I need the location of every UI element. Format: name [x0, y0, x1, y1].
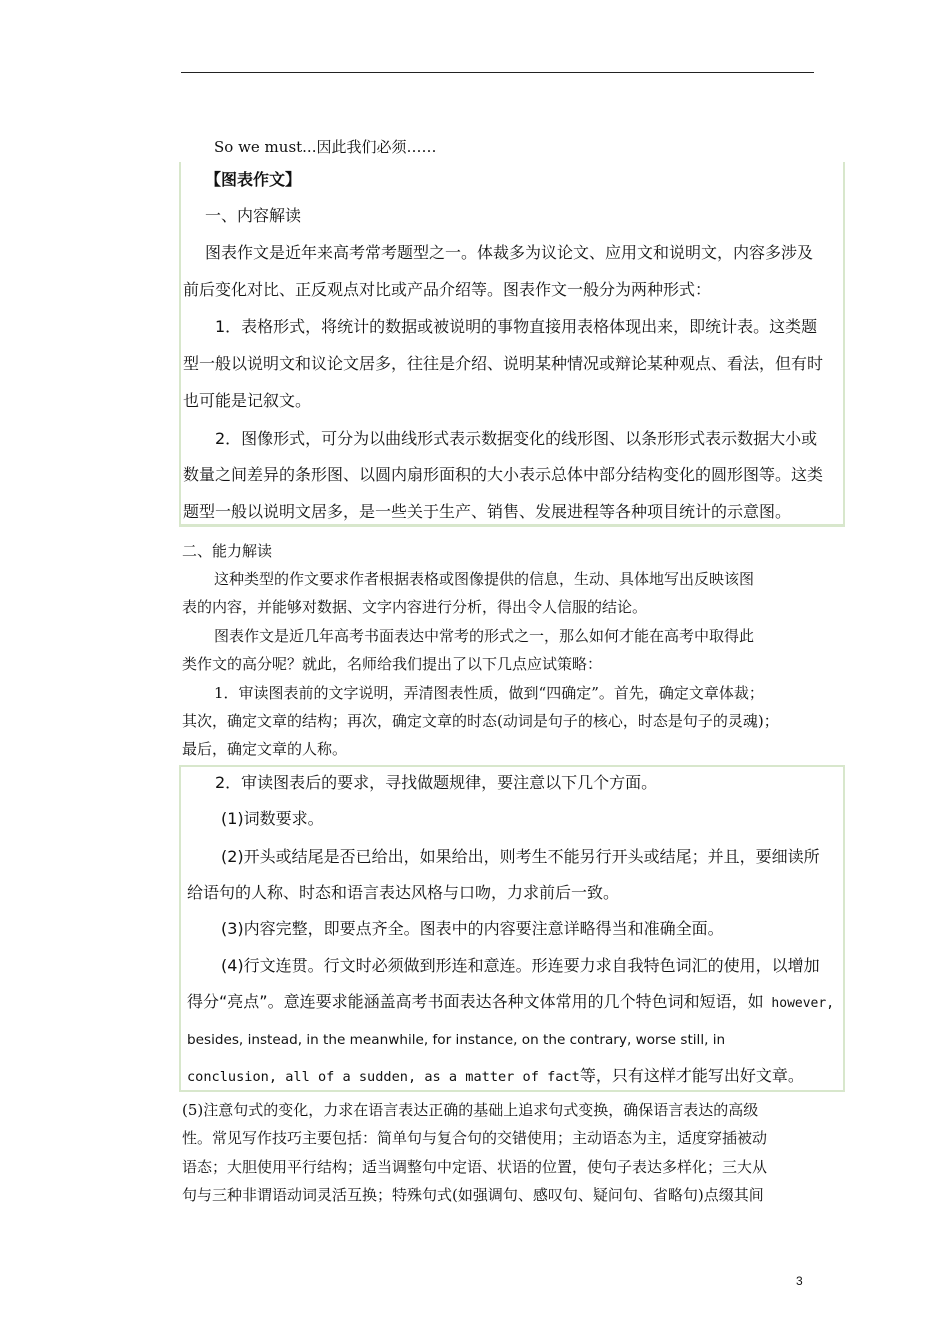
section2-heading: 二、能力解读 [182, 542, 273, 560]
section5-line: 语态；大胆使用平行结构；适当调整句中定语、状语的位置，使句子表达多样化；三大从 [182, 1158, 768, 1176]
box1-line: 型一般以说明文和议论文居多，往往是介绍、说明某种情况或辩论某种观点、看法，但有时 [183, 354, 824, 373]
page-number: 3 [796, 1274, 803, 1288]
box2-line-mixed [187, 1065, 843, 1088]
header-rule [181, 72, 814, 73]
section2-line: 1．审读图表前的文字说明，弄清图表性质，做到“四确定”。首先，确定文章体裁； [214, 684, 764, 702]
section5-line: (5)注意句式的变化，力求在语言表达正确的基础上追求句式变换，确保语言表达的高级 [182, 1101, 759, 1119]
section5-line: 句与三种非谓语动词灵活互换；特殊句式(如强调句、感叹句、疑问句、省略句)点缀其间 [182, 1186, 764, 1204]
box1-line: 2．图像形式，可分为以曲线形式表示数据变化的线形图、以条形形式表示数据大小或 [215, 429, 818, 448]
box1-line: 前后变化对比、正反观点对比或产品介绍等。图表作文一般分为两种形式： [183, 280, 712, 299]
box1-line: 数量之间差异的条形图、以圆内扇形面积的大小表示总体中部分结构变化的圆形图等。这类 [183, 465, 824, 484]
box2-line: (3)内容完整，即要点齐全。图表中的内容要注意详略得当和准确全面。 [221, 919, 724, 938]
content-box-2 [179, 765, 845, 1092]
box2-line-mixed [187, 991, 843, 1015]
content-box-1 [179, 162, 845, 527]
box2-line: (2)开头或结尾是否已给出，如果给出，则考生不能另行开头或结尾；并且，要细读所 [221, 847, 820, 866]
box2-line9-cn: 等，只有这样才能写出好文章。 [579, 1066, 804, 1085]
box2-line7-cn: 得分“亮点”。意连要求能涵盖高考书面表达各种文体常用的几个特色词和短语，如 [187, 992, 764, 1011]
section2-line: 表的内容，并能够对数据、文字内容进行分析，得出令人信服的结论。 [182, 598, 648, 616]
section2-line: 最后，确定文章的人称。 [182, 740, 348, 758]
box1-title: 【图表作文】 [205, 170, 302, 189]
box2-line: 2．审读图表后的要求，寻找做题规律，要注意以下几个方面。 [215, 773, 658, 792]
box1-line: 题型一般以说明文居多，是一些关于生产、销售、发展进程等各种项目统计的示意图。 [183, 502, 792, 521]
box2-line: (4)行文连贯。行文时必须做到形连和意连。形连要力求自我特色词汇的使用，以增加 [221, 956, 820, 975]
box1-line: 图表作文是近年来高考常考题型之一。体裁多为议论文、应用文和说明文，内容多涉及 [205, 243, 814, 262]
box2-line7-en: however, [763, 996, 835, 1011]
box2-line8-en: besides, instead, in the meanwhile, for instance, on the contrary, worse still, in [187, 1032, 726, 1048]
section2-line: 其次，确定文章的结构；再次，确定文章的时态(动词是句子的核心，时态是句子的灵魂)； [182, 712, 779, 730]
section2-line: 类作文的高分呢？就此，名师给我们提出了以下几点应试策略： [182, 655, 603, 673]
box2-line: 给语句的人称、时态和语言表达风格与口吻，力求前后一致。 [187, 883, 620, 902]
box1-line: 1．表格形式，将统计的数据或被说明的事物直接用表格体现出来，即统计表。这类题 [215, 317, 818, 336]
box2-line: (1)词数要求。 [221, 809, 324, 828]
box2-line9-en: conclusion, all of a sudden, as a matter of fact [187, 1069, 580, 1085]
box1-line: 也可能是记叙文。 [183, 391, 312, 410]
section5-line: 性。常见写作技巧主要包括：简单句与复合句的交错使用；主动语态为主，适度穿插被动 [182, 1129, 768, 1147]
box1-heading: 一、内容解读 [205, 206, 302, 225]
intro-line: So we must...因此我们必须…… [214, 138, 437, 156]
section2-line: 这种类型的作文要求作者根据表格或图像提供的信息，生动、具体地写出反映该图 [214, 570, 755, 588]
section2-line: 图表作文是近几年高考书面表达中常考的形式之一，那么如何才能在高考中取得此 [214, 627, 755, 645]
